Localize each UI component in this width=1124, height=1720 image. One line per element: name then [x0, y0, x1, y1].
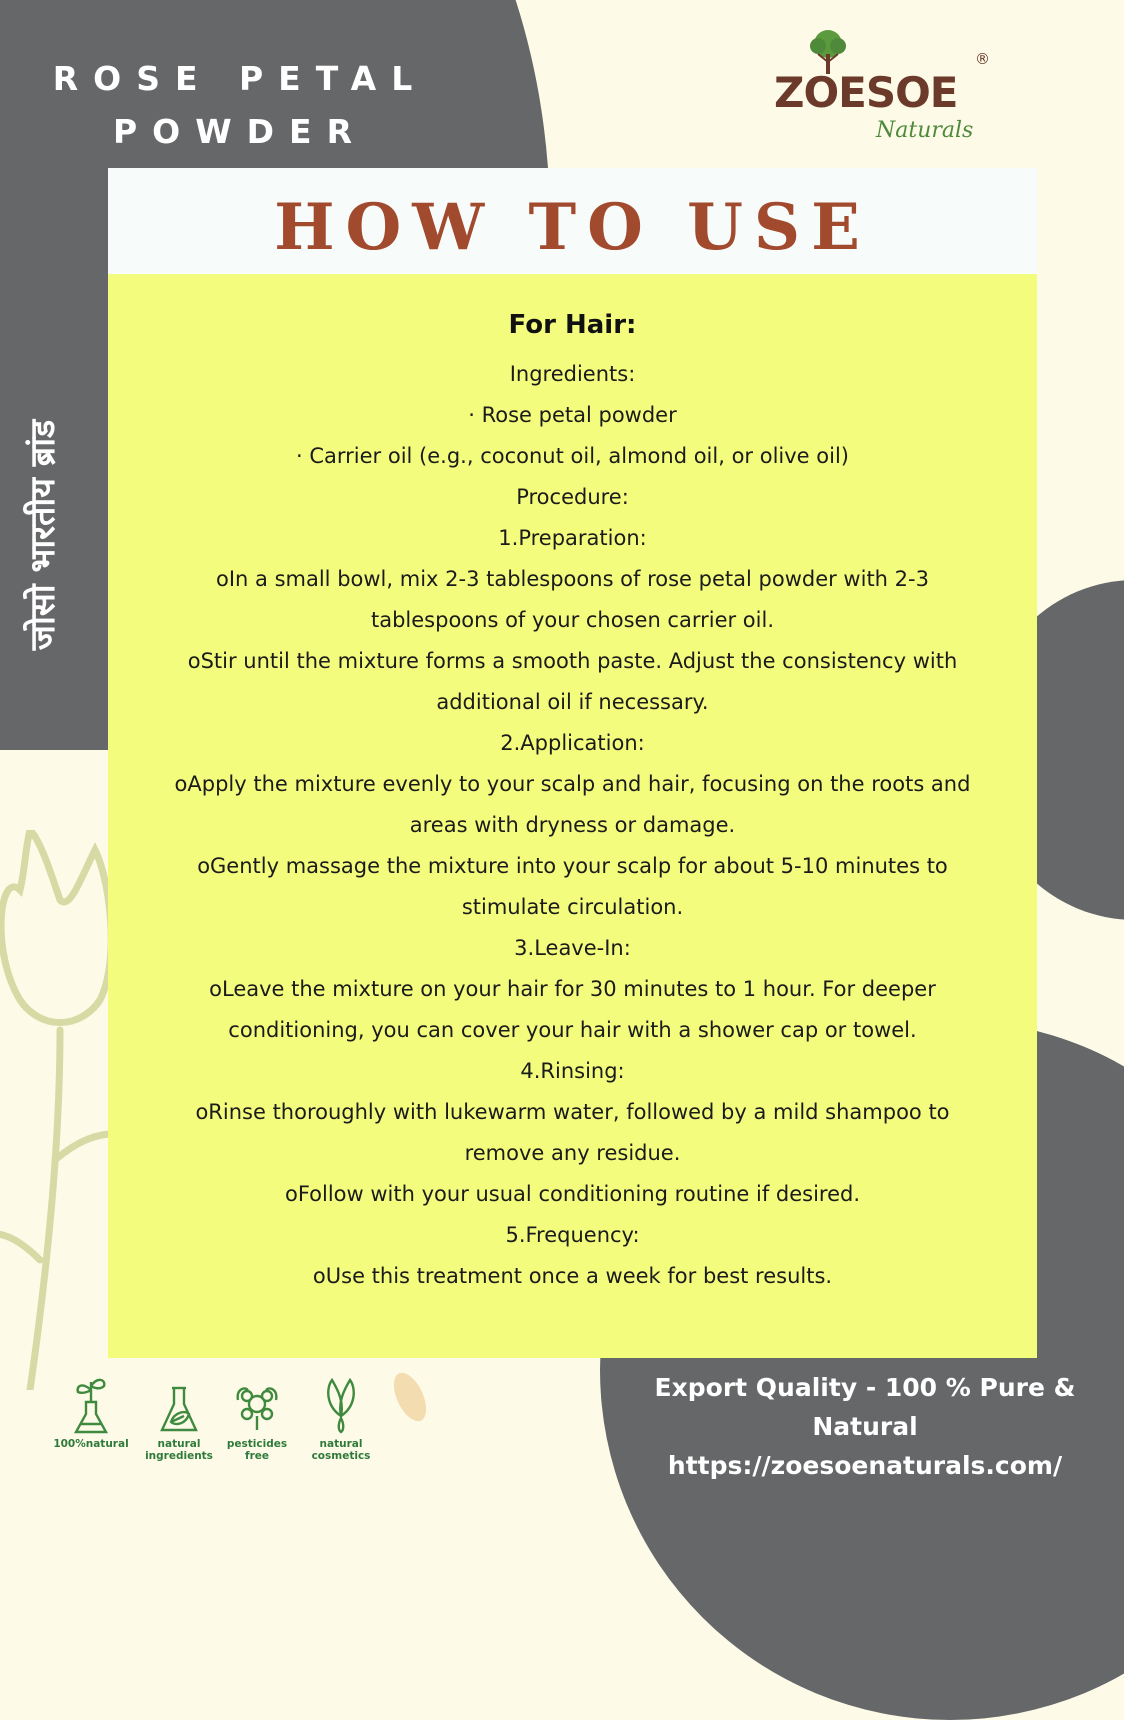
instruction-line: 4.Rinsing: — [520, 1059, 625, 1083]
drop-shape-decoration — [392, 1368, 428, 1426]
subheading: For Hair: — [508, 310, 637, 340]
instruction-line: oRinse thoroughly with lukewarm water, followed by a mild shampoo to — [195, 1100, 950, 1124]
brand-name: ZOESOE — [774, 68, 958, 117]
badge-label: natural cosmetics — [311, 1438, 371, 1462]
badge-100-natural — [50, 1372, 132, 1450]
instruction-line: oGently massage the mixture into your scalp for about 5-10 minutes to — [197, 854, 948, 878]
instruction-line: 5.Frequency: — [505, 1223, 640, 1247]
leaf-flask-icon — [156, 1372, 202, 1438]
badge-label: 100%natural — [53, 1438, 129, 1450]
badge-label: pesticides free — [226, 1438, 288, 1462]
badges-row — [50, 1372, 390, 1482]
brand-logo — [770, 28, 1000, 158]
product-title-line1: ROSE PETAL — [52, 59, 428, 98]
leaf-drop-icon — [318, 1372, 364, 1438]
instructions-list — [108, 354, 1037, 1297]
instruction-line: tablespoons of your chosen carrier oil. — [370, 608, 774, 632]
instruction-line: oIn a small bowl, mix 2-3 tablespoons of rose petal powder with 2-3 — [216, 567, 929, 591]
instruction-line: oStir until the mixture forms a smooth paste. Adjust the consistency with — [187, 649, 958, 673]
badge-natural-ingredients — [138, 1372, 220, 1462]
section-heading: HOW TO USE — [274, 190, 871, 265]
footer-quality-line1: Export Quality - 100 % Pure & — [654, 1373, 1076, 1402]
instruction-line: 2.Application: — [500, 731, 645, 755]
instruction-line: Procedure: — [516, 485, 629, 509]
footer-text — [645, 1368, 1085, 1485]
instruction-line: 1.Preparation: — [498, 526, 647, 550]
brand-tagline: Naturals — [876, 118, 974, 143]
pesticide-free-icon — [234, 1372, 280, 1438]
product-title — [40, 52, 440, 158]
instruction-line: oApply the mixture evenly to your scalp and hair, focusing on the roots and — [174, 772, 971, 796]
badge-pesticides-free — [216, 1372, 298, 1462]
instruction-line: oLeave the mixture on your hair for 30 minutes to 1 hour. For deeper — [209, 977, 936, 1001]
instruction-line: additional oil if necessary. — [436, 690, 709, 714]
website-link[interactable]: https://zoesoenaturals.com/ — [667, 1451, 1063, 1480]
instruction-line: · Carrier oil (e.g., coconut oil, almond oil, or olive oil) — [296, 444, 849, 468]
instruction-line: remove any residue. — [464, 1141, 681, 1165]
instruction-line: areas with dryness or damage. — [409, 813, 736, 837]
instruction-line: conditioning, you can cover your hair with a shower cap or towel. — [228, 1018, 917, 1042]
instruction-line: · Rose petal powder — [468, 403, 677, 427]
plant-flask-icon — [68, 1372, 114, 1438]
instruction-line: stimulate circulation. — [461, 895, 684, 919]
footer-quality-line2: Natural — [812, 1412, 918, 1441]
instruction-line: 3.Leave-In: — [514, 936, 631, 960]
heading-band — [108, 168, 1037, 274]
vertical-brand-text: जोसो भारतीय ब्रांड — [23, 419, 63, 651]
instructions-panel — [108, 274, 1037, 1358]
instruction-line: oFollow with your usual conditioning routine if desired. — [284, 1182, 861, 1206]
instruction-line: Ingredients: — [509, 362, 636, 386]
registered-mark: ® — [975, 50, 990, 68]
instruction-line: oUse this treatment once a week for best results. — [312, 1264, 833, 1288]
product-title-line2: POWDER — [113, 112, 367, 151]
badge-label: natural ingredients — [145, 1438, 213, 1462]
badge-natural-cosmetics — [300, 1372, 382, 1462]
